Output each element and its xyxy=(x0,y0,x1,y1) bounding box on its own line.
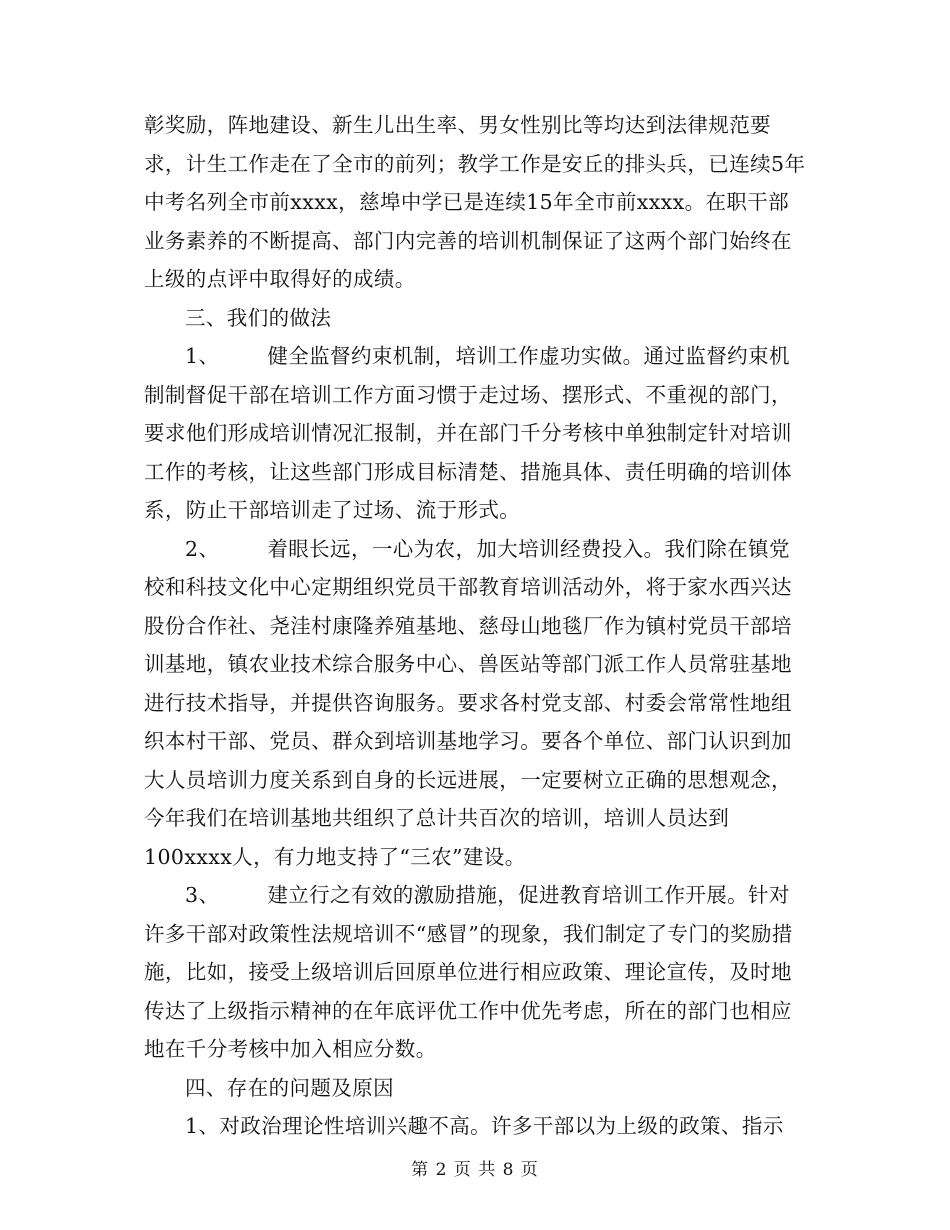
numbered-paragraph-2 xyxy=(144,530,808,877)
numbered-paragraph-3 xyxy=(144,876,808,1069)
item-text: 建立行之有效的激励措施，促进教育培训工作开展。针对许多干部对政策性法规培训不“感冒”的现象，我们制定了专门的奖励措施，比如，接受上级培训后回原单位进行相应政策、理论宣传，及时地传达了上级指示精神的在年底评优工作中优先考虑，所在的部门也相应地在千分考核中加入相应分数。 xyxy=(144,883,793,1061)
item-text: 健全监督约束机制，培训工作虚功实做。通过监督约束机制制督促干部在培训工作方面习惯于走过场、摆形式、不重视的部门，要求他们形成培训情况汇报制，并在部门千分考核中单独制定针对培训工作的考核，让这些部门形成目标清楚、措施具体、责任明确的培训体系，防止干部培训走了过场、流于形式。 xyxy=(144,344,792,522)
section-heading-4: 四、存在的问题及原因 xyxy=(185,1075,394,1100)
item-number: 2、 xyxy=(185,536,220,561)
problem-item-1: 1、对政治理论性培训兴趣不高。许多干部以为上级的政策、指示 xyxy=(185,1114,784,1138)
document-body xyxy=(144,106,808,1146)
item-number: 1、 xyxy=(185,344,220,368)
paragraph-continuation: 彰奖励，阵地建设、新生儿出生率、男女性别比等均达到法律规范要求，计生工作走在了全市的前列；教学工作是安丘的排头兵，已连续5年中考名列全市前xxxx，慈埠中学已是连续15年全市前xxxx。在职干部业务素养的不断提高、部门内完善的培训机制保证了这两个部门始终在上级的点评中取得好的成绩。 xyxy=(144,113,806,291)
section-heading-3: 三、我们的做法 xyxy=(185,305,332,330)
item-text: 着眼长远，一心为农，加大培训经费投入。我们除在镇党校和科技文化中心定期组织党员干部教育培训活动外，将于家水西兴达股份合作社、尧洼村康隆养殖基地、慈母山地毯厂作为镇村党员干部培训基地，镇农业技术综合服务中心、兽医站等部门派工作人员常驻基地进行技术指导，并提供咨询服务。要求各村党支部、村委会常常性地组织本村干部、党员、群众到培训基地学习。要各个单位、部门认识到加大人员培训力度关系到自身的长远进展，一定要树立正确的思想观念，今年我们在培训基地共组织了总计共百次的培训，培训人员达到100xxxx人，有力地支持了“三农”建设。 xyxy=(144,536,792,869)
page-number-footer: 第 2 页 共 8 页 xyxy=(411,1160,539,1180)
numbered-paragraph-1 xyxy=(144,337,808,530)
item-number: 3、 xyxy=(185,883,220,907)
